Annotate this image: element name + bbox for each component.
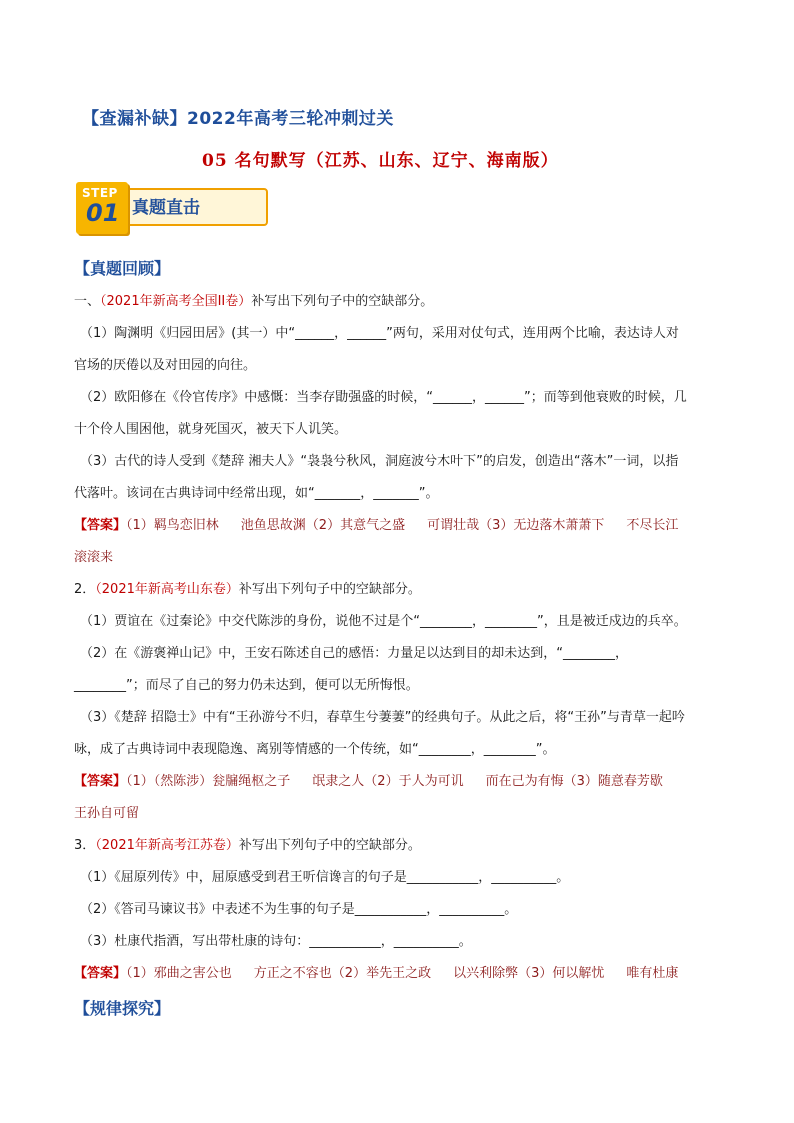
q2-source: （2021年新高考山东卷） <box>95 582 239 597</box>
q2-item2-line1: （2）在《游褒禅山记》中，王安石陈述自己的感悟：力量足以达到目的却未达到，“________， <box>80 646 629 661</box>
q3-source: （2021年新高考江苏卷） <box>95 838 239 853</box>
q3-answer-label: 【答案】 <box>74 966 127 981</box>
q2-prefix: 2． <box>74 582 96 597</box>
q3-item1: （1）《屈原列传》中，屈原感受到君王听信谗言的句子是___________，__________。 <box>80 870 570 885</box>
q3-instruction: 补写出下列句子中的空缺部分。 <box>238 838 421 853</box>
q3-answer-b: 方正之不容也（2）举先王之政 <box>253 966 432 981</box>
q2-answer-line1 <box>74 772 663 792</box>
q1-item2-line1: （2）欧阳修在《伶官传序》中感慨：当李存勖强盛的时候，“______，______”；而等到他衰败的时候，几 <box>80 390 687 405</box>
q2-instruction: 补写出下列句子中的空缺部分。 <box>238 582 421 597</box>
q1-item1-line1: （1）陶渊明《归园田居》(其一）中“______，______”两句，采用对仗句式，连用两个比喻，表达诗人对 <box>80 326 679 341</box>
q3-answer-line <box>74 964 678 984</box>
step-badge-number: 01 <box>86 199 120 227</box>
q1-heading <box>74 292 433 312</box>
q2-answer-label: 【答案】 <box>74 774 127 789</box>
section-heading-explore: 【规律探究】 <box>74 999 171 1018</box>
document-subtitle: 05 名句默写（江苏、山东、辽宁、海南版） <box>202 151 559 171</box>
q3-answer-d: 唯有杜康 <box>626 966 679 981</box>
q1-item3-line1: （3）古代的诗人受到《楚辞 湘夫人》“袅袅兮秋风，洞庭波兮木叶下”的启发，创造出“落木”一词，以指 <box>80 454 679 469</box>
q2-item2-line2: ________”；而尽了自己的努力仍未达到，便可以无所悔恨。 <box>74 678 419 693</box>
q1-answer-b: 池鱼思故渊（2）其意气之盛 <box>240 518 406 533</box>
q1-answer-d: 不尽长江 <box>626 518 679 533</box>
step-badge-label: 真题直击 <box>132 198 200 218</box>
q2-answer-c: 而在己为有悔（3）随意春芳歇 <box>485 774 663 789</box>
q1-answer-line1 <box>74 516 678 536</box>
section-heading-review: 【真题回顾】 <box>74 259 171 278</box>
q1-instruction: 补写出下列句子中的空缺部分。 <box>251 294 434 309</box>
q2-answer-line2: 王孙自可留 <box>74 806 140 821</box>
q3-item3: （3）杜康代指酒，写出带杜康的诗句：___________，__________。 <box>80 934 472 949</box>
document-title: 【查漏补缺】2022年高考三轮冲刺过关 <box>82 109 394 129</box>
q1-answer-label: 【答案】 <box>74 518 127 533</box>
q1-answer-c: 可谓壮哉（3）无边落木萧萧下 <box>427 518 605 533</box>
step-badge-step-text: STEP <box>82 186 118 200</box>
q3-prefix: 3． <box>74 838 96 853</box>
q1-item3-line2: 代落叶。该词在古典诗词中经常出现，如“_______，_______”。 <box>74 486 439 501</box>
q1-source: （2021年新高考全国II卷） <box>100 294 252 309</box>
q1-item2-line2: 十个伶人围困他，就身死国灭，被天下人讥笑。 <box>74 422 348 437</box>
q3-item2: （2）《答司马谏议书》中表述不为生事的句子是___________，__________。 <box>80 902 518 917</box>
q1-answer-a: （1）羁鸟恋旧林 <box>126 518 219 533</box>
q2-heading <box>74 580 421 600</box>
q1-item1-line2: 官场的厌倦以及对田园的向往。 <box>74 358 257 373</box>
q2-answer-b: 氓隶之人（2）于人为可讥 <box>312 774 464 789</box>
q3-answer-c: 以兴利除弊（3）何以解忧 <box>453 966 605 981</box>
q2-answer-a: （1）（然陈涉）瓮牖绳枢之子 <box>126 774 291 789</box>
q2-item3-line2: 咏，成了古典诗词中表现隐逸、离别等情感的一个传统，如“________，________”。 <box>74 742 556 757</box>
q3-heading <box>74 836 421 856</box>
q1-prefix: 一、 <box>74 294 101 309</box>
step-badge <box>76 182 236 236</box>
q3-answer-a: （1）邪曲之害公也 <box>126 966 232 981</box>
q2-item3-line1: （3）《楚辞 招隐士》中有“王孙游兮不归，春草生兮萋萋”的经典句子。从此之后，将“王孙”与青草一起吟 <box>80 710 685 725</box>
q2-item1: （1）贾谊在《过秦论》中交代陈涉的身份，说他不过是个“________，________”，且是被迁戍边的兵卒。 <box>80 614 687 629</box>
q1-answer-line2: 滚滚来 <box>74 550 114 565</box>
